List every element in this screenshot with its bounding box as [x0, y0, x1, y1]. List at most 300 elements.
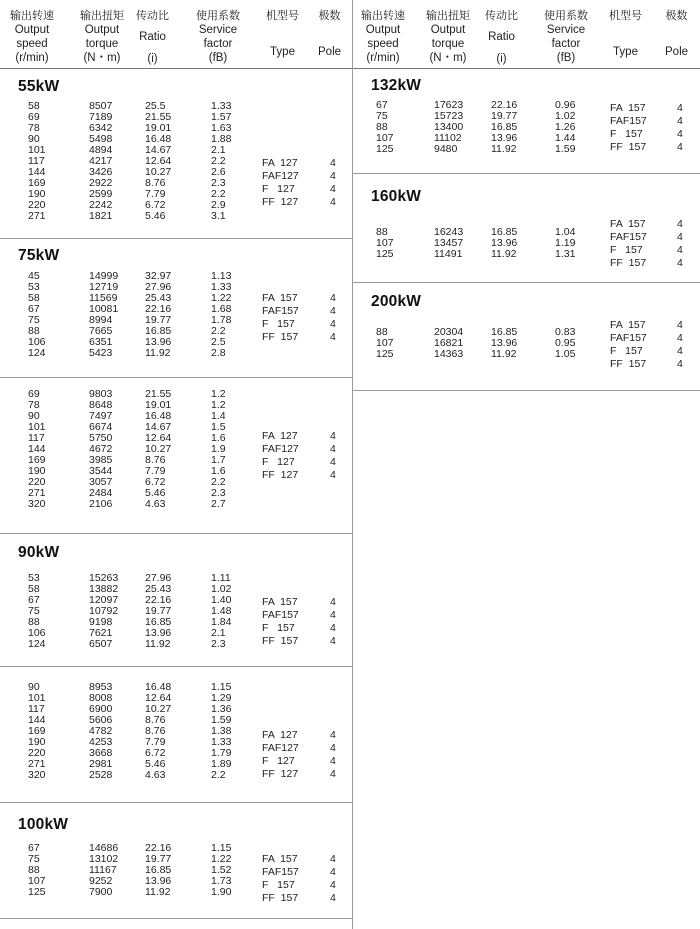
torque-cell: 13400 [434, 121, 464, 133]
torque-cell: 20304 [434, 326, 464, 338]
speed-cell: 75 [28, 605, 40, 617]
factor-cell: 1.78 [211, 314, 232, 326]
torque-cell: 7189 [89, 111, 113, 123]
type-code: FF 127 [262, 768, 299, 780]
pole-count: 4 [330, 443, 336, 455]
torque-cell: 11569 [89, 292, 118, 304]
type-row [353, 332, 700, 345]
speed-cell: 58 [28, 292, 40, 304]
ratio-header-en1: Ratio [139, 31, 166, 43]
power-section [0, 803, 352, 919]
speed-cell: 190 [28, 465, 46, 477]
torque-cell: 13102 [89, 853, 119, 865]
ratio-cell: 7.79 [145, 736, 166, 748]
torque-cell: 10792 [89, 605, 119, 617]
factor-cell: 0.95 [555, 337, 576, 349]
speed-header [10, 9, 54, 65]
torque-cell: 3426 [89, 166, 113, 178]
torque-cell: 12719 [89, 281, 119, 293]
type-row [0, 170, 352, 183]
speed-cell: 144 [28, 714, 46, 726]
type-header [609, 9, 642, 59]
ratio-cell: 7.79 [145, 465, 166, 477]
ratio-header-cn: 传动比 [485, 9, 518, 22]
torque-cell: 12097 [89, 594, 119, 606]
ratio-cell: 14.67 [145, 144, 172, 156]
speed-cell: 88 [28, 325, 40, 337]
factor-cell: 1.19 [555, 237, 576, 249]
ratio-cell: 22.16 [145, 303, 172, 315]
type-list [0, 292, 352, 344]
factor-cell: 1.15 [211, 842, 232, 854]
type-row [0, 305, 352, 318]
factor-cell: 2.2 [211, 188, 226, 200]
speed-cell: 67 [376, 99, 388, 111]
torque-cell: 9803 [89, 388, 113, 400]
ratio-cell: 12.64 [145, 155, 172, 167]
ratio-cell: 32.97 [145, 270, 172, 282]
torque-cell: 3985 [89, 454, 113, 466]
ratio-cell: 21.55 [145, 388, 172, 400]
speed-cell: 220 [28, 476, 46, 488]
type-header-cn: 机型号 [266, 9, 299, 22]
type-list [0, 157, 352, 209]
power-section [0, 667, 352, 803]
ratio-cell: 16.48 [145, 681, 172, 693]
type-row [353, 218, 700, 231]
factor-cell: 2.1 [211, 627, 226, 639]
type-code: FA 127 [262, 430, 298, 442]
factor-cell: 1.84 [211, 616, 232, 628]
factor-cell: 1.63 [211, 122, 232, 134]
factor-cell: 1.48 [211, 605, 232, 617]
pole-count: 4 [677, 128, 683, 140]
pole-count: 4 [330, 196, 336, 208]
pole-count: 4 [330, 170, 336, 182]
speed-cell: 190 [28, 736, 46, 748]
factor-cell: 1.7 [211, 454, 226, 466]
ratio-cell: 8.76 [145, 714, 166, 726]
factor-cell: 2.2 [211, 155, 226, 167]
torque-cell: 5606 [89, 714, 113, 726]
type-list [0, 430, 352, 482]
pole-count: 4 [330, 183, 336, 195]
factor-cell: 1.6 [211, 432, 226, 444]
type-row [0, 768, 352, 781]
speed-cell: 106 [28, 627, 46, 639]
type-row [353, 128, 700, 141]
ratio-cell: 4.63 [145, 769, 166, 781]
type-row [353, 231, 700, 244]
pole-header-cn: 极数 [318, 9, 341, 22]
power-section [0, 68, 352, 239]
speed-cell: 117 [28, 703, 45, 715]
ratio-cell: 16.85 [145, 864, 172, 876]
factor-cell: 2.3 [211, 487, 226, 499]
ratio-cell: 6.72 [145, 199, 166, 211]
factor-cell: 2.2 [211, 769, 226, 781]
type-code: F 157 [610, 244, 643, 256]
factor-cell: 0.96 [555, 99, 576, 111]
ratio-cell: 13.96 [491, 337, 518, 349]
torque-cell: 6351 [89, 336, 113, 348]
factor-cell: 1.02 [555, 110, 576, 122]
pole-count: 4 [677, 231, 683, 243]
type-row [0, 331, 352, 344]
type-list [353, 218, 700, 270]
pole-header-cn: 极数 [665, 9, 688, 22]
power-section [0, 378, 352, 534]
speed-cell: 125 [376, 143, 394, 155]
type-code: F 157 [610, 128, 643, 140]
type-code: FF 157 [610, 141, 647, 153]
speed-cell: 220 [28, 199, 46, 211]
speed-cell: 220 [28, 747, 46, 759]
speed-header-cn: 输出转速 [361, 9, 405, 22]
speed-cell: 106 [28, 336, 46, 348]
speed-cell: 78 [28, 122, 40, 134]
torque-cell: 4782 [89, 725, 113, 737]
type-code: F 127 [262, 456, 295, 468]
ratio-header-en1: Ratio [488, 31, 515, 43]
type-row [0, 866, 352, 879]
torque-cell: 6900 [89, 703, 113, 715]
torque-header-cn: 输出扭矩 [80, 9, 124, 22]
speed-cell: 107 [28, 875, 46, 887]
torque-cell: 8008 [89, 692, 113, 704]
speed-cell: 75 [376, 110, 388, 122]
factor-cell: 1.44 [555, 132, 576, 144]
factor-cell: 1.26 [555, 121, 576, 133]
speed-cell: 124 [28, 638, 46, 650]
factor-cell: 1.33 [211, 100, 232, 112]
torque-cell: 16243 [434, 226, 464, 238]
ratio-cell: 25.43 [145, 583, 172, 595]
type-row [353, 345, 700, 358]
pole-count: 4 [330, 609, 336, 621]
speed-header-unit: (r/min) [366, 52, 400, 64]
speed-cell: 101 [28, 692, 46, 704]
service-factor-header-cn: 使用系数 [196, 9, 240, 22]
service-factor-header [544, 9, 588, 65]
ratio-cell: 16.85 [491, 226, 518, 238]
factor-cell: 1.4 [211, 410, 226, 422]
factor-cell: 3.1 [211, 210, 226, 222]
torque-cell: 2981 [89, 758, 113, 770]
pole-count: 4 [330, 729, 336, 741]
power-title: 90kW [18, 544, 60, 561]
service-factor-header-unit: (fB) [208, 52, 228, 64]
factor-cell: 1.90 [211, 886, 232, 898]
ratio-cell: 25.5 [145, 100, 166, 112]
speed-cell: 144 [28, 166, 46, 178]
speed-cell: 88 [28, 864, 40, 876]
torque-header-en2: torque [431, 38, 465, 50]
factor-cell: 1.59 [211, 714, 232, 726]
torque-cell: 4672 [89, 443, 113, 455]
type-row [0, 892, 352, 905]
ratio-cell: 10.27 [145, 166, 172, 178]
service-factor-header-cn: 使用系数 [544, 9, 588, 22]
speed-cell: 88 [28, 616, 40, 628]
pole-count: 4 [677, 345, 683, 357]
torque-cell: 14363 [434, 348, 464, 360]
ratio-cell: 7.79 [145, 188, 166, 200]
type-row [0, 430, 352, 443]
speed-cell: 67 [28, 303, 40, 315]
service-factor-header-en2: factor [203, 38, 233, 50]
ratio-cell: 27.96 [145, 572, 172, 584]
pole-header [665, 9, 688, 59]
type-row [353, 358, 700, 371]
torque-cell: 16821 [434, 337, 464, 349]
factor-cell: 1.9 [211, 443, 226, 455]
ratio-cell: 13.96 [145, 627, 172, 639]
speed-cell: 169 [28, 454, 46, 466]
speed-header-cn: 输出转速 [10, 9, 54, 22]
type-row [0, 596, 352, 609]
torque-cell: 8994 [89, 314, 113, 326]
type-row [0, 157, 352, 170]
torque-cell: 2922 [89, 177, 113, 189]
service-factor-header-en1: Service [546, 24, 586, 36]
ratio-cell: 12.64 [145, 432, 172, 444]
type-row [0, 755, 352, 768]
pole-count: 4 [330, 622, 336, 634]
ratio-cell: 5.46 [145, 758, 166, 770]
type-list [0, 596, 352, 648]
torque-cell: 11102 [434, 132, 462, 144]
speed-cell: 75 [28, 853, 40, 865]
type-list [0, 853, 352, 905]
type-code: F 157 [610, 345, 643, 357]
speed-cell: 320 [28, 769, 46, 781]
torque-cell: 5423 [89, 347, 113, 359]
type-row [0, 183, 352, 196]
power-title: 200kW [371, 293, 422, 310]
torque-cell: 9480 [434, 143, 458, 155]
speed-header-unit: (r/min) [15, 52, 49, 64]
factor-cell: 1.73 [211, 875, 232, 887]
pole-count: 4 [677, 332, 683, 344]
speed-header [361, 9, 405, 65]
torque-cell: 9252 [89, 875, 113, 887]
pole-count: 4 [330, 742, 336, 754]
power-section [353, 174, 700, 283]
factor-cell: 2.5 [211, 336, 226, 348]
speed-cell: 271 [28, 210, 46, 222]
type-code: FA 157 [610, 319, 646, 331]
type-code: F 157 [262, 622, 295, 634]
type-code: FF 157 [262, 331, 299, 343]
pole-count: 4 [330, 331, 336, 343]
speed-cell: 169 [28, 177, 46, 189]
torque-cell: 7665 [89, 325, 113, 337]
ratio-header-unit: (i) [147, 53, 158, 65]
factor-cell: 2.2 [211, 325, 226, 337]
type-code: FA 157 [610, 102, 646, 114]
type-header-en1: Type [270, 46, 295, 58]
power-section [353, 283, 700, 391]
type-code: FAF157 [610, 115, 647, 127]
ratio-cell: 13.96 [145, 336, 172, 348]
factor-cell: 1.88 [211, 133, 232, 145]
torque-cell: 14686 [89, 842, 119, 854]
torque-header-cn: 输出扭矩 [426, 9, 470, 22]
type-code: FAF157 [262, 305, 299, 317]
table-row [0, 211, 240, 222]
factor-cell: 1.29 [211, 692, 232, 704]
type-row [0, 729, 352, 742]
factor-cell: 1.57 [211, 111, 232, 123]
torque-cell: 3544 [89, 465, 113, 477]
pole-count: 4 [330, 892, 336, 904]
speed-cell: 90 [28, 410, 40, 422]
torque-header-en1: Output [84, 24, 120, 36]
torque-header-en1: Output [430, 24, 466, 36]
factor-cell: 1.04 [555, 226, 576, 238]
speed-cell: 125 [28, 886, 46, 898]
torque-cell: 7621 [89, 627, 113, 639]
factor-cell: 1.33 [211, 736, 232, 748]
type-row [0, 456, 352, 469]
ratio-cell: 5.46 [145, 487, 166, 499]
pole-count: 4 [330, 879, 336, 891]
power-title: 160kW [371, 188, 422, 205]
type-code: FF 127 [262, 196, 299, 208]
speed-cell: 107 [376, 132, 394, 144]
ratio-header-unit: (i) [496, 53, 507, 65]
pole-count: 4 [677, 141, 683, 153]
speed-cell: 107 [376, 237, 394, 249]
factor-cell: 1.59 [555, 143, 576, 155]
pole-count: 4 [330, 755, 336, 767]
ratio-header-cn: 传动比 [136, 9, 169, 22]
ratio-cell: 16.85 [145, 616, 172, 628]
type-row [353, 257, 700, 270]
speed-cell: 169 [28, 725, 46, 737]
type-code: FF 157 [262, 892, 299, 904]
service-factor-header-unit: (fB) [556, 52, 576, 64]
factor-cell: 1.11 [211, 572, 231, 584]
type-code: FF 127 [262, 469, 299, 481]
torque-header-unit: (N・m) [83, 52, 121, 64]
type-code: FAF157 [610, 332, 647, 344]
type-code: FAF157 [610, 231, 647, 243]
type-code: FA 157 [610, 218, 646, 230]
pole-count: 4 [330, 853, 336, 865]
speed-cell: 271 [28, 487, 46, 499]
speed-cell: 117 [28, 155, 45, 167]
right-column [353, 0, 700, 929]
torque-cell: 5750 [89, 432, 113, 444]
speed-cell: 53 [28, 572, 40, 584]
ratio-cell: 22.16 [145, 594, 172, 606]
speed-cell: 117 [28, 432, 45, 444]
torque-cell: 17623 [434, 99, 464, 111]
type-list [0, 729, 352, 781]
torque-cell: 13882 [89, 583, 119, 595]
ratio-cell: 19.77 [145, 853, 172, 865]
ratio-cell: 10.27 [145, 443, 172, 455]
type-code: FF 157 [610, 257, 647, 269]
pole-count: 4 [330, 318, 336, 330]
type-code: FAF127 [262, 742, 299, 754]
torque-cell: 4217 [89, 155, 113, 167]
speed-cell: 125 [376, 348, 394, 360]
ratio-header [485, 9, 518, 66]
type-row [0, 879, 352, 892]
factor-cell: 1.89 [211, 758, 232, 770]
type-row [0, 318, 352, 331]
speed-cell: 124 [28, 347, 46, 359]
ratio-cell: 13.96 [145, 875, 172, 887]
ratio-cell: 14.67 [145, 421, 172, 433]
table-row [0, 499, 240, 510]
factor-cell: 2.1 [211, 144, 226, 156]
torque-cell: 13457 [434, 237, 464, 249]
torque-cell: 11167 [89, 864, 117, 876]
speed-cell: 78 [28, 399, 40, 411]
type-code: FA 157 [262, 292, 298, 304]
pole-count: 4 [330, 635, 336, 647]
speed-cell: 58 [28, 100, 40, 112]
torque-cell: 7900 [89, 886, 113, 898]
torque-cell: 10081 [89, 303, 119, 315]
ratio-cell: 8.76 [145, 725, 166, 737]
speed-cell: 45 [28, 270, 40, 282]
ratio-cell: 19.77 [491, 110, 518, 122]
type-code: FA 127 [262, 157, 298, 169]
type-row [353, 319, 700, 332]
pole-count: 4 [330, 292, 336, 304]
speed-cell: 90 [28, 133, 40, 145]
factor-cell: 1.2 [211, 388, 226, 400]
speed-cell: 75 [28, 314, 40, 326]
factor-cell: 1.36 [211, 703, 232, 715]
service-factor-header-en1: Service [198, 24, 238, 36]
speed-cell: 58 [28, 583, 40, 595]
torque-cell: 2528 [89, 769, 113, 781]
power-title: 55kW [18, 78, 60, 95]
factor-cell: 2.3 [211, 177, 226, 189]
type-row [353, 141, 700, 154]
torque-cell: 8648 [89, 399, 113, 411]
ratio-cell: 13.96 [491, 237, 518, 249]
factor-cell: 1.38 [211, 725, 232, 737]
ratio-cell: 16.85 [491, 121, 518, 133]
speed-cell: 88 [376, 226, 388, 238]
torque-cell: 6507 [89, 638, 113, 650]
factor-cell: 2.8 [211, 347, 226, 359]
power-title: 75kW [18, 247, 60, 264]
ratio-cell: 16.48 [145, 133, 172, 145]
type-row [0, 469, 352, 482]
speed-cell: 90 [28, 681, 40, 693]
factor-cell: 2.7 [211, 498, 226, 510]
type-row [0, 742, 352, 755]
torque-cell: 5498 [89, 133, 113, 145]
torque-cell: 11491 [434, 248, 463, 260]
table-header [353, 0, 700, 69]
speed-header-en1: Output [365, 24, 401, 36]
torque-cell: 14999 [89, 270, 119, 282]
ratio-cell: 8.76 [145, 177, 166, 189]
torque-cell: 8953 [89, 681, 113, 693]
type-row [0, 292, 352, 305]
ratio-cell: 27.96 [145, 281, 172, 293]
torque-header [426, 9, 470, 65]
